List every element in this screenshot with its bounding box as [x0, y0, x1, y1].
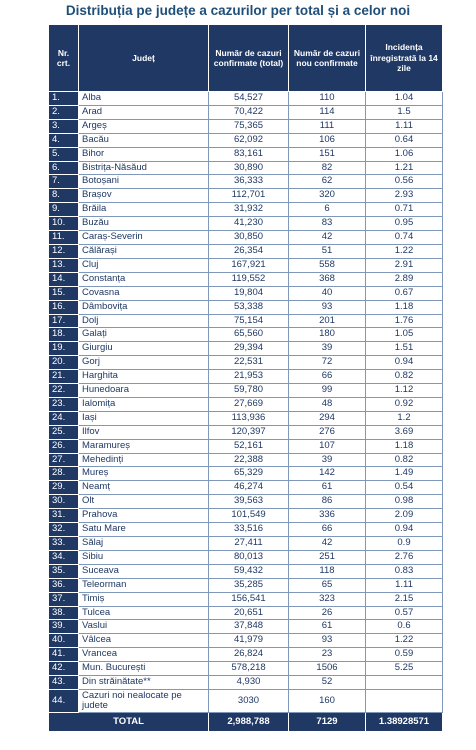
incidence-14d: 0.74	[366, 231, 443, 245]
row-number: 34.	[49, 550, 79, 564]
total-cases: 83,161	[209, 147, 289, 161]
county-name: Buzău	[79, 217, 209, 231]
header-row	[49, 25, 443, 92]
row-number: 35.	[49, 564, 79, 578]
incidence-14d: 0.98	[366, 495, 443, 509]
new-cases: 61	[289, 620, 366, 634]
header-noi: Număr de cazuri nou confirmate	[289, 25, 366, 92]
new-cases: 26	[289, 606, 366, 620]
county-name: Brașov	[79, 189, 209, 203]
incidence-14d: 1.05	[366, 328, 443, 342]
incidence-14d: 1.06	[366, 147, 443, 161]
county-name: Mehedinți	[79, 453, 209, 467]
row-number: 39.	[49, 620, 79, 634]
table-row	[49, 272, 443, 286]
row-number: 16.	[49, 300, 79, 314]
table-row	[49, 342, 443, 356]
total-label: TOTAL	[49, 712, 209, 731]
county-name: Sibiu	[79, 550, 209, 564]
total-cases: 75,365	[209, 119, 289, 133]
incidence-14d: 0.71	[366, 203, 443, 217]
table-row	[49, 689, 443, 712]
total-cases: 62,092	[209, 133, 289, 147]
total-cases: 53,338	[209, 300, 289, 314]
row-number: 6.	[49, 161, 79, 175]
table-row	[49, 356, 443, 370]
incidence-14d: 1.76	[366, 314, 443, 328]
incidence-14d: 1.18	[366, 439, 443, 453]
county-name: Argeș	[79, 119, 209, 133]
new-cases: 118	[289, 564, 366, 578]
table-row	[49, 523, 443, 537]
table-row	[49, 175, 443, 189]
table-row	[49, 550, 443, 564]
incidence-14d: 2.09	[366, 509, 443, 523]
table-row	[49, 286, 443, 300]
table-row	[49, 606, 443, 620]
county-name: Vâlcea	[79, 634, 209, 648]
table-row	[49, 300, 443, 314]
incidence-14d	[366, 689, 443, 712]
county-name: Satu Mare	[79, 523, 209, 537]
incidence-14d: 0.9	[366, 537, 443, 551]
total-cases: 54,527	[209, 92, 289, 106]
table-body	[49, 92, 443, 713]
incidence-14d: 0.82	[366, 370, 443, 384]
table-row	[49, 411, 443, 425]
table-row	[49, 147, 443, 161]
new-cases: 106	[289, 133, 366, 147]
new-cases: 323	[289, 592, 366, 606]
incidence-14d: 1.04	[366, 92, 443, 106]
new-cases: 1506	[289, 662, 366, 676]
total-row	[49, 712, 443, 731]
row-number: 13.	[49, 258, 79, 272]
row-number: 40.	[49, 634, 79, 648]
row-number: 27.	[49, 453, 79, 467]
row-number: 12.	[49, 244, 79, 258]
new-cases: 336	[289, 509, 366, 523]
table-row	[49, 217, 443, 231]
row-number: 14.	[49, 272, 79, 286]
table-row	[49, 564, 443, 578]
new-cases: 83	[289, 217, 366, 231]
county-name: Covasna	[79, 286, 209, 300]
county-name: Sălaj	[79, 537, 209, 551]
county-name: Brăila	[79, 203, 209, 217]
row-number: 36.	[49, 578, 79, 592]
row-number: 32.	[49, 523, 79, 537]
total-cases: 21,953	[209, 370, 289, 384]
new-cases: 368	[289, 272, 366, 286]
row-number: 11.	[49, 231, 79, 245]
incidence-14d: 1.5	[366, 105, 443, 119]
incidence-14d: 0.64	[366, 133, 443, 147]
table-row	[49, 676, 443, 690]
county-name: Prahova	[79, 509, 209, 523]
row-number: 15.	[49, 286, 79, 300]
new-cases: 151	[289, 147, 366, 161]
incidence-14d: 2.15	[366, 592, 443, 606]
table-row	[49, 537, 443, 551]
county-name: Dolj	[79, 314, 209, 328]
total-cases: 120,397	[209, 425, 289, 439]
county-name: Bistrița-Năsăud	[79, 161, 209, 175]
new-cases: 114	[289, 105, 366, 119]
incidence-14d: 0.94	[366, 523, 443, 537]
county-name: Constanța	[79, 272, 209, 286]
county-name: Vrancea	[79, 648, 209, 662]
new-cases: 93	[289, 300, 366, 314]
new-cases: 66	[289, 523, 366, 537]
county-name: Suceava	[79, 564, 209, 578]
table-row	[49, 231, 443, 245]
county-name: Iași	[79, 411, 209, 425]
total-cases: 65,329	[209, 467, 289, 481]
incidence-14d: 1.21	[366, 161, 443, 175]
new-cases: 201	[289, 314, 366, 328]
total-cases: 70,422	[209, 105, 289, 119]
county-name: Maramureș	[79, 439, 209, 453]
table-row	[49, 133, 443, 147]
new-cases: 110	[289, 92, 366, 106]
incidence-14d: 1.22	[366, 634, 443, 648]
new-cases: 40	[289, 286, 366, 300]
table-row	[49, 578, 443, 592]
row-number: 31.	[49, 509, 79, 523]
county-name: Caraș-Severin	[79, 231, 209, 245]
table-row	[49, 119, 443, 133]
county-name: Harghita	[79, 370, 209, 384]
row-number: 4.	[49, 133, 79, 147]
table-row	[49, 495, 443, 509]
table-row	[49, 425, 443, 439]
county-name: Dâmbovița	[79, 300, 209, 314]
incidence-14d	[366, 676, 443, 690]
row-number: 33.	[49, 537, 79, 551]
new-cases: 39	[289, 453, 366, 467]
county-name: Mureș	[79, 467, 209, 481]
table-row	[49, 258, 443, 272]
total-cases: 156,541	[209, 592, 289, 606]
row-number: 3.	[49, 119, 79, 133]
incidence-14d: 0.56	[366, 175, 443, 189]
table-row	[49, 328, 443, 342]
total-cases: 3030	[209, 689, 289, 712]
county-name: Ilfov	[79, 425, 209, 439]
total-cases: 112,701	[209, 189, 289, 203]
table-row	[49, 453, 443, 467]
total-cases: 27,669	[209, 397, 289, 411]
new-cases: 65	[289, 578, 366, 592]
incidence-14d: 1.18	[366, 300, 443, 314]
incidence-14d: 0.95	[366, 217, 443, 231]
total-cases: 75,154	[209, 314, 289, 328]
table-row	[49, 620, 443, 634]
incidence-14d: 1.51	[366, 342, 443, 356]
new-cases: 294	[289, 411, 366, 425]
total-cases: 65,560	[209, 328, 289, 342]
total-cases: 2,988,788	[209, 712, 289, 731]
row-number: 7.	[49, 175, 79, 189]
table-row	[49, 244, 443, 258]
total-cases: 19,804	[209, 286, 289, 300]
table-row	[49, 509, 443, 523]
total-cases: 167,921	[209, 258, 289, 272]
county-name: Călărași	[79, 244, 209, 258]
row-number: 29.	[49, 481, 79, 495]
new-cases: 82	[289, 161, 366, 175]
row-number: 30.	[49, 495, 79, 509]
incidence-14d: 0.82	[366, 453, 443, 467]
row-number: 8.	[49, 189, 79, 203]
incidence-14d: 0.59	[366, 648, 443, 662]
incidence-14d: 0.54	[366, 481, 443, 495]
county-name: Olt	[79, 495, 209, 509]
county-name: Neamț	[79, 481, 209, 495]
total-cases: 27,411	[209, 537, 289, 551]
page-title: Distribuția pe județe a cazurilor per total și a celor noi	[65, 3, 411, 18]
incidence-14d: 2.76	[366, 550, 443, 564]
row-number: 21.	[49, 370, 79, 384]
total-cases: 22,531	[209, 356, 289, 370]
county-name: Timiș	[79, 592, 209, 606]
table-row	[49, 161, 443, 175]
incidence-14d: 2.93	[366, 189, 443, 203]
new-cases: 93	[289, 634, 366, 648]
total-cases: 80,013	[209, 550, 289, 564]
incidence-14d: 0.67	[366, 286, 443, 300]
row-number: 43.	[49, 676, 79, 690]
incidence-14d: 1.49	[366, 467, 443, 481]
incidence-14d: 1.12	[366, 384, 443, 398]
total-cases: 26,824	[209, 648, 289, 662]
new-cases: 320	[289, 189, 366, 203]
row-number: 28.	[49, 467, 79, 481]
new-cases: 48	[289, 397, 366, 411]
county-name: Gorj	[79, 356, 209, 370]
incidence-14d: 1.11	[366, 119, 443, 133]
table-row	[49, 439, 443, 453]
incidence-14d: 3.69	[366, 425, 443, 439]
total-incidence: 1.38928571	[366, 712, 443, 731]
incidence-14d: 0.92	[366, 397, 443, 411]
header-judet: Județ	[79, 25, 209, 92]
total-cases: 37,848	[209, 620, 289, 634]
row-number: 44.	[49, 689, 79, 712]
county-name: Cluj	[79, 258, 209, 272]
total-cases: 59,780	[209, 384, 289, 398]
total-cases: 4,930	[209, 676, 289, 690]
incidence-14d: 0.57	[366, 606, 443, 620]
row-number: 37.	[49, 592, 79, 606]
incidence-14d: 1.22	[366, 244, 443, 258]
county-name: Din străinătate**	[79, 676, 209, 690]
table-row	[49, 592, 443, 606]
new-cases: 42	[289, 231, 366, 245]
new-cases: 62	[289, 175, 366, 189]
row-number: 42.	[49, 662, 79, 676]
total-cases: 59,432	[209, 564, 289, 578]
new-cases: 39	[289, 342, 366, 356]
new-cases: 61	[289, 481, 366, 495]
total-cases: 113,936	[209, 411, 289, 425]
table-row	[49, 105, 443, 119]
new-cases: 142	[289, 467, 366, 481]
header-total: Număr de cazuri confirmate (total)	[209, 25, 289, 92]
county-name: Arad	[79, 105, 209, 119]
row-number: 24.	[49, 411, 79, 425]
row-number: 26.	[49, 439, 79, 453]
incidence-14d: 5.25	[366, 662, 443, 676]
header-nr: Nr. crt.	[49, 25, 79, 92]
table-row	[49, 384, 443, 398]
new-cases: 6	[289, 203, 366, 217]
incidence-14d: 2.91	[366, 258, 443, 272]
total-cases: 36,333	[209, 175, 289, 189]
county-name: Cazuri noi nealocate pe judete	[79, 689, 209, 712]
table-row	[49, 662, 443, 676]
total-cases: 101,549	[209, 509, 289, 523]
row-number: 41.	[49, 648, 79, 662]
county-name: Teleorman	[79, 578, 209, 592]
row-number: 19.	[49, 342, 79, 356]
row-number: 9.	[49, 203, 79, 217]
county-name: Vaslui	[79, 620, 209, 634]
new-cases: 23	[289, 648, 366, 662]
total-new-cases: 7129	[289, 712, 366, 731]
table-row	[49, 634, 443, 648]
row-number: 25.	[49, 425, 79, 439]
total-cases: 26,354	[209, 244, 289, 258]
table-row	[49, 189, 443, 203]
table-row	[49, 467, 443, 481]
total-cases: 30,850	[209, 231, 289, 245]
county-name: Ialomița	[79, 397, 209, 411]
new-cases: 51	[289, 244, 366, 258]
total-cases: 41,230	[209, 217, 289, 231]
total-cases: 119,552	[209, 272, 289, 286]
total-cases: 52,161	[209, 439, 289, 453]
new-cases: 111	[289, 119, 366, 133]
total-cases: 22,388	[209, 453, 289, 467]
incidence-14d: 0.83	[366, 564, 443, 578]
total-cases: 33,516	[209, 523, 289, 537]
row-number: 5.	[49, 147, 79, 161]
incidence-14d: 0.94	[366, 356, 443, 370]
table-row	[49, 397, 443, 411]
row-number: 23.	[49, 397, 79, 411]
new-cases: 72	[289, 356, 366, 370]
new-cases: 66	[289, 370, 366, 384]
county-name: Mun. București	[79, 662, 209, 676]
total-cases: 30,890	[209, 161, 289, 175]
new-cases: 251	[289, 550, 366, 564]
new-cases: 42	[289, 537, 366, 551]
county-name: Botoșani	[79, 175, 209, 189]
incidence-14d: 0.6	[366, 620, 443, 634]
new-cases: 558	[289, 258, 366, 272]
total-cases: 20,651	[209, 606, 289, 620]
row-number: 18.	[49, 328, 79, 342]
county-cases-table	[48, 24, 442, 732]
table-row	[49, 370, 443, 384]
total-cases: 39,563	[209, 495, 289, 509]
total-cases: 31,932	[209, 203, 289, 217]
county-name: Bacău	[79, 133, 209, 147]
row-number: 17.	[49, 314, 79, 328]
county-name: Galați	[79, 328, 209, 342]
county-name: Bihor	[79, 147, 209, 161]
row-number: 1.	[49, 92, 79, 106]
new-cases: 180	[289, 328, 366, 342]
incidence-14d: 2.89	[366, 272, 443, 286]
county-name: Alba	[79, 92, 209, 106]
new-cases: 52	[289, 676, 366, 690]
total-cases: 46,274	[209, 481, 289, 495]
row-number: 10.	[49, 217, 79, 231]
new-cases: 86	[289, 495, 366, 509]
header-incidenta: Incidența înregistrată la 14 zile	[366, 25, 443, 92]
county-name: Tulcea	[79, 606, 209, 620]
total-cases: 35,285	[209, 578, 289, 592]
new-cases: 99	[289, 384, 366, 398]
table-row	[49, 203, 443, 217]
table-row	[49, 92, 443, 106]
total-cases: 41,979	[209, 634, 289, 648]
row-number: 22.	[49, 384, 79, 398]
new-cases: 160	[289, 689, 366, 712]
table-row	[49, 314, 443, 328]
table-row	[49, 481, 443, 495]
total-cases: 578,218	[209, 662, 289, 676]
new-cases: 276	[289, 425, 366, 439]
county-name: Hunedoara	[79, 384, 209, 398]
new-cases: 107	[289, 439, 366, 453]
total-cases: 29,394	[209, 342, 289, 356]
county-name: Giurgiu	[79, 342, 209, 356]
incidence-14d: 1.2	[366, 411, 443, 425]
row-number: 38.	[49, 606, 79, 620]
table-row	[49, 648, 443, 662]
row-number: 20.	[49, 356, 79, 370]
row-number: 2.	[49, 105, 79, 119]
incidence-14d: 1.11	[366, 578, 443, 592]
